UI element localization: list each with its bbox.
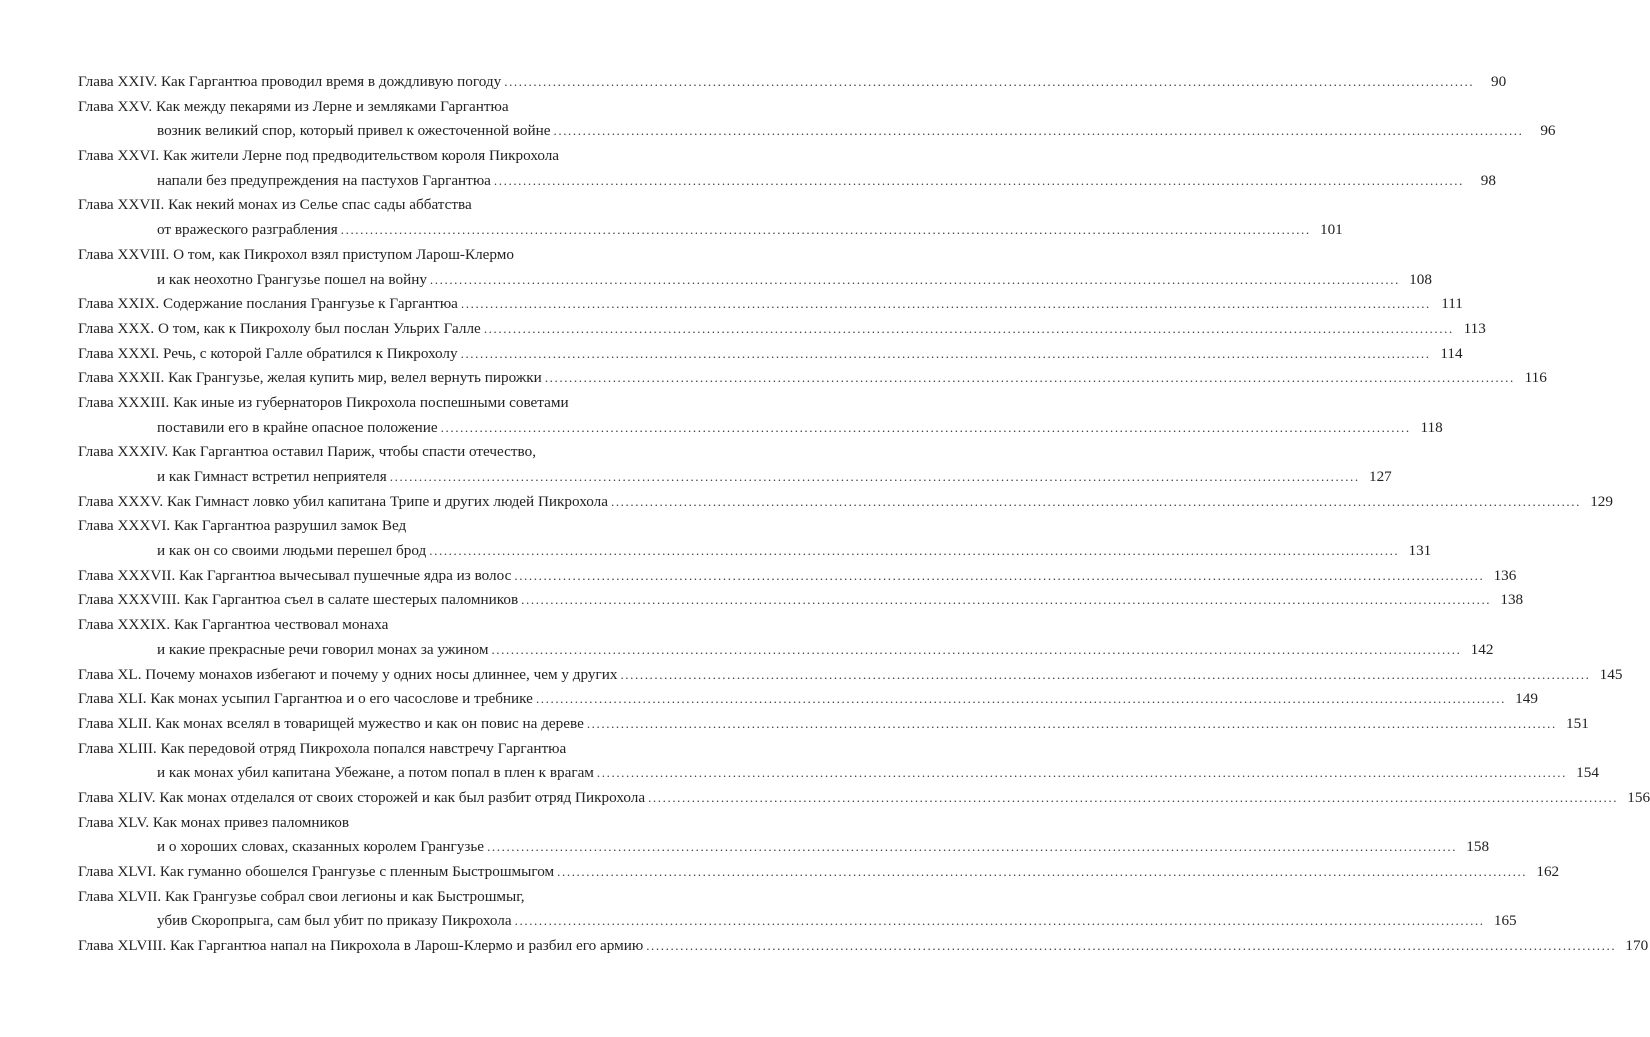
chapter-title: Глава XXV. Как между пекарями из Лерне и земляками Гаргантюа [78,97,509,115]
chapter-title: напали без предупреждения на пастухов Гаргантюа [157,171,491,189]
toc-entry[interactable] [78,811,732,836]
chapter-title: Глава XXXIV. Как Гаргантюа оставил Париж, чтобы спасти отечество, [78,443,536,461]
toc-entry[interactable] [78,564,1517,589]
chapter-title: Глава XXXIX. Как Гаргантюа чествовал монаха [78,616,389,634]
chapter-title: возник великий спор, который привел к ожесточенной войне [157,122,551,140]
toc-entry-continuation[interactable] [78,539,1432,564]
page-number: 145 [1599,665,1623,683]
chapter-title: Глава XXIV. Как Гаргантюа проводил время в дождливую погоду [78,73,502,90]
toc-entry[interactable] [78,342,1463,367]
toc-entry[interactable] [78,860,1560,885]
page-number: 170 [1625,937,1649,955]
toc-entry-continuation[interactable] [78,218,1343,243]
chapter-title: Глава XLIII. Как передовой отряд Пикрохола попался навстречу Гаргантюа [78,739,567,757]
toc-entry[interactable] [78,193,732,218]
page-number: 142 [1470,640,1494,658]
chapter-title: Глава XXIX. Содержание послания Грангузье к Гаргантюа [78,295,458,313]
dot-leader: ........................................................................................................................................................................................................ [646,938,1617,954]
page-number: 90 [1491,73,1507,90]
toc-entry[interactable] [78,490,1613,515]
chapter-title: Глава XXXVI. Как Гаргантюа разрушил замок Вед [78,517,407,535]
chapter-title: и о хороших словах, сказанных королем Грангузье [157,838,485,856]
chapter-title: Глава XXXVII. Как Гаргантюа вычесывал пушечные ядра из волос [78,566,512,584]
dot-leader: ........................................................................................................................................................................................................ [504,74,1475,89]
toc-entry[interactable] [78,663,1623,688]
toc-entry-continuation[interactable] [78,169,1496,194]
page-number: 111 [1441,295,1463,313]
toc-entry[interactable] [78,243,732,268]
page-number: 113 [1463,319,1486,337]
page-number: 101 [1319,221,1343,239]
dot-leader: ........................................................................................................................................................................................................ [521,592,1492,608]
page-number: 149 [1515,690,1538,708]
toc-entry[interactable] [78,70,1507,95]
dot-leader: ........................................................................................................................................................................................................ [340,222,1311,238]
dot-leader: ........................................................................................................................................................................................................ [429,271,1400,287]
toc-entry[interactable] [78,292,1463,317]
dot-leader: ........................................................................................................................................................................................................ [389,469,1360,484]
toc-entry-continuation[interactable] [78,638,1494,663]
chapter-title: и какие прекрасные речи говорил монах за ужином [157,640,489,658]
chapter-title: Глава XXVII. Как некий монах из Селье спас сады аббатства [78,196,472,214]
chapter-title: Глава XXVI. Как жители Лерне под предводительством короля Пикрохола [78,147,560,165]
dot-leader: ........................................................................................................................................................................................................ [553,123,1524,139]
dot-leader: ........................................................................................................................................................................................................ [544,370,1515,386]
dot-leader: ........................................................................................................................................................................................................ [535,691,1506,707]
toc-entry[interactable] [78,391,732,416]
toc-entry[interactable] [78,440,732,465]
page-number: 98 [1480,171,1496,189]
page-number: 118 [1420,418,1443,436]
chapter-title: убив Скоропрыга, сам был убит по приказу Пикрохола [157,912,512,930]
dot-leader: ........................................................................................................................................................................................................ [491,641,1462,657]
dot-leader: ........................................................................................................................................................................................................ [620,666,1591,682]
page-number: 136 [1493,566,1517,584]
dot-leader: ........................................................................................................................................................................................................ [460,296,1431,312]
toc-entry-continuation[interactable] [78,416,1443,441]
dot-leader: ........................................................................................................................................................................................................ [429,543,1400,559]
page-number: 151 [1566,714,1589,732]
toc-entry[interactable] [78,317,1486,342]
chapter-title: и как Гимнаст встретил неприятеля [157,468,387,485]
page-number: 156 [1627,788,1650,806]
chapter-title: Глава XLVII. Как Грангузье собрал свои легионы и как Быстрошмыг, [78,887,525,905]
chapter-title: и как монах убил капитана Убежане, а потом попал в плен к врагам [157,764,594,782]
toc-entry-continuation[interactable] [78,268,1432,293]
chapter-title: Глава XLVIII. Как Гаргантюа напал на Пикрохола в Ларош-Клермо и разбил его армию [78,937,644,955]
toc-entry[interactable] [78,144,732,169]
toc-entry-continuation[interactable] [78,761,1599,786]
dot-leader: ........................................................................................................................................................................................................ [596,765,1567,781]
page-number: 129 [1590,492,1613,510]
dot-leader: ........................................................................................................................................................................................................ [557,864,1528,879]
toc-entry-continuation[interactable] [78,835,1490,860]
toc-entry[interactable] [78,737,732,762]
dot-leader: ........................................................................................................................................................................................................ [610,493,1581,509]
chapter-title: и как он со своими людьми перешел брод [157,542,427,560]
toc-entry[interactable] [78,613,732,638]
chapter-title: Глава XLIV. Как монах отделался от своих сторожей и как был разбит отряд Пикрохола [78,788,646,806]
page-number: 114 [1440,344,1463,362]
chapter-title: Глава XL. Почему монахов избегают и почему у одних носы длиннее, чем у других [78,665,618,683]
toc-entry-continuation[interactable] [78,119,1556,144]
dot-leader: ........................................................................................................................................................................................................ [648,789,1619,805]
chapter-title: Глава XLII. Как монах вселял в товарищей мужество и как он повис на дереве [78,714,584,732]
dot-leader: ........................................................................................................................................................................................................ [586,715,1557,731]
chapter-title: Глава XXXVIII. Как Гаргантюа съел в салате шестерых паломников [78,591,519,609]
page-number: 96 [1540,122,1556,140]
page-number: 127 [1368,468,1392,485]
page-number: 131 [1408,542,1432,560]
toc-entry[interactable] [78,366,1547,391]
chapter-title: Глава XLVI. Как гуманно обошелся Грангузье с пленным Быстрошмыгом [78,863,555,880]
dot-leader: ........................................................................................................................................................................................................ [493,172,1464,188]
chapter-title: Глава XXXI. Речь, с которой Галле обратился к Пикрохолу [78,344,458,362]
page-number: 165 [1493,912,1517,930]
chapter-title: от вражеского разграбления [157,221,338,239]
page-number: 158 [1466,838,1490,856]
toc-entry-continuation[interactable] [78,465,1392,490]
page-number: 138 [1500,591,1524,609]
toc-entry[interactable] [78,514,732,539]
chapter-title: Глава XXXV. Как Гимнаст ловко убил капитана Трипе и других людей Пикрохола [78,492,608,510]
chapter-title: Глава XXXIII. Как иные из губернаторов Пикрохола поспешными советами [78,393,569,411]
chapter-title: поставили его в крайне опасное положение [157,418,438,436]
dot-leader: ........................................................................................................................................................................................................ [514,913,1485,929]
toc-entry[interactable] [78,934,1649,959]
toc-entry[interactable] [78,712,1589,737]
chapter-title: Глава XXX. О том, как к Пикрохолу был послан Ульрих Галле [78,319,481,337]
chapter-title: и как неохотно Грангузье пошел на войну [157,270,427,288]
page-number: 162 [1536,863,1560,880]
table-of-contents [78,70,1650,959]
page-number: 154 [1576,764,1599,782]
toc-entry[interactable] [78,885,732,910]
chapter-title: Глава XXXII. Как Грангузье, желая купить мир, велел вернуть пирожки [78,369,542,387]
page-number: 108 [1409,270,1432,288]
chapter-title: Глава XLI. Как монах усыпил Гаргантюа и о его часослове и требнике [78,690,533,708]
chapter-title: Глава XLV. Как монах привез паломников [78,813,350,831]
page-number: 116 [1524,369,1547,387]
chapter-title: Глава XXVIII. О том, как Пикрохол взял приступом Ларош-Клермо [78,245,514,263]
dot-leader: ........................................................................................................................................................................................................ [460,345,1431,361]
toc-entry[interactable] [78,687,1538,712]
toc-entry[interactable] [78,786,1650,811]
dot-leader: ........................................................................................................................................................................................................ [483,320,1454,336]
dot-leader: ........................................................................................................................................................................................................ [440,419,1411,435]
toc-entry[interactable] [78,588,1524,613]
dot-leader: ........................................................................................................................................................................................................ [487,839,1458,855]
toc-entry-continuation[interactable] [78,909,1517,934]
toc-entry[interactable] [78,95,732,120]
dot-leader: ........................................................................................................................................................................................................ [514,567,1485,583]
